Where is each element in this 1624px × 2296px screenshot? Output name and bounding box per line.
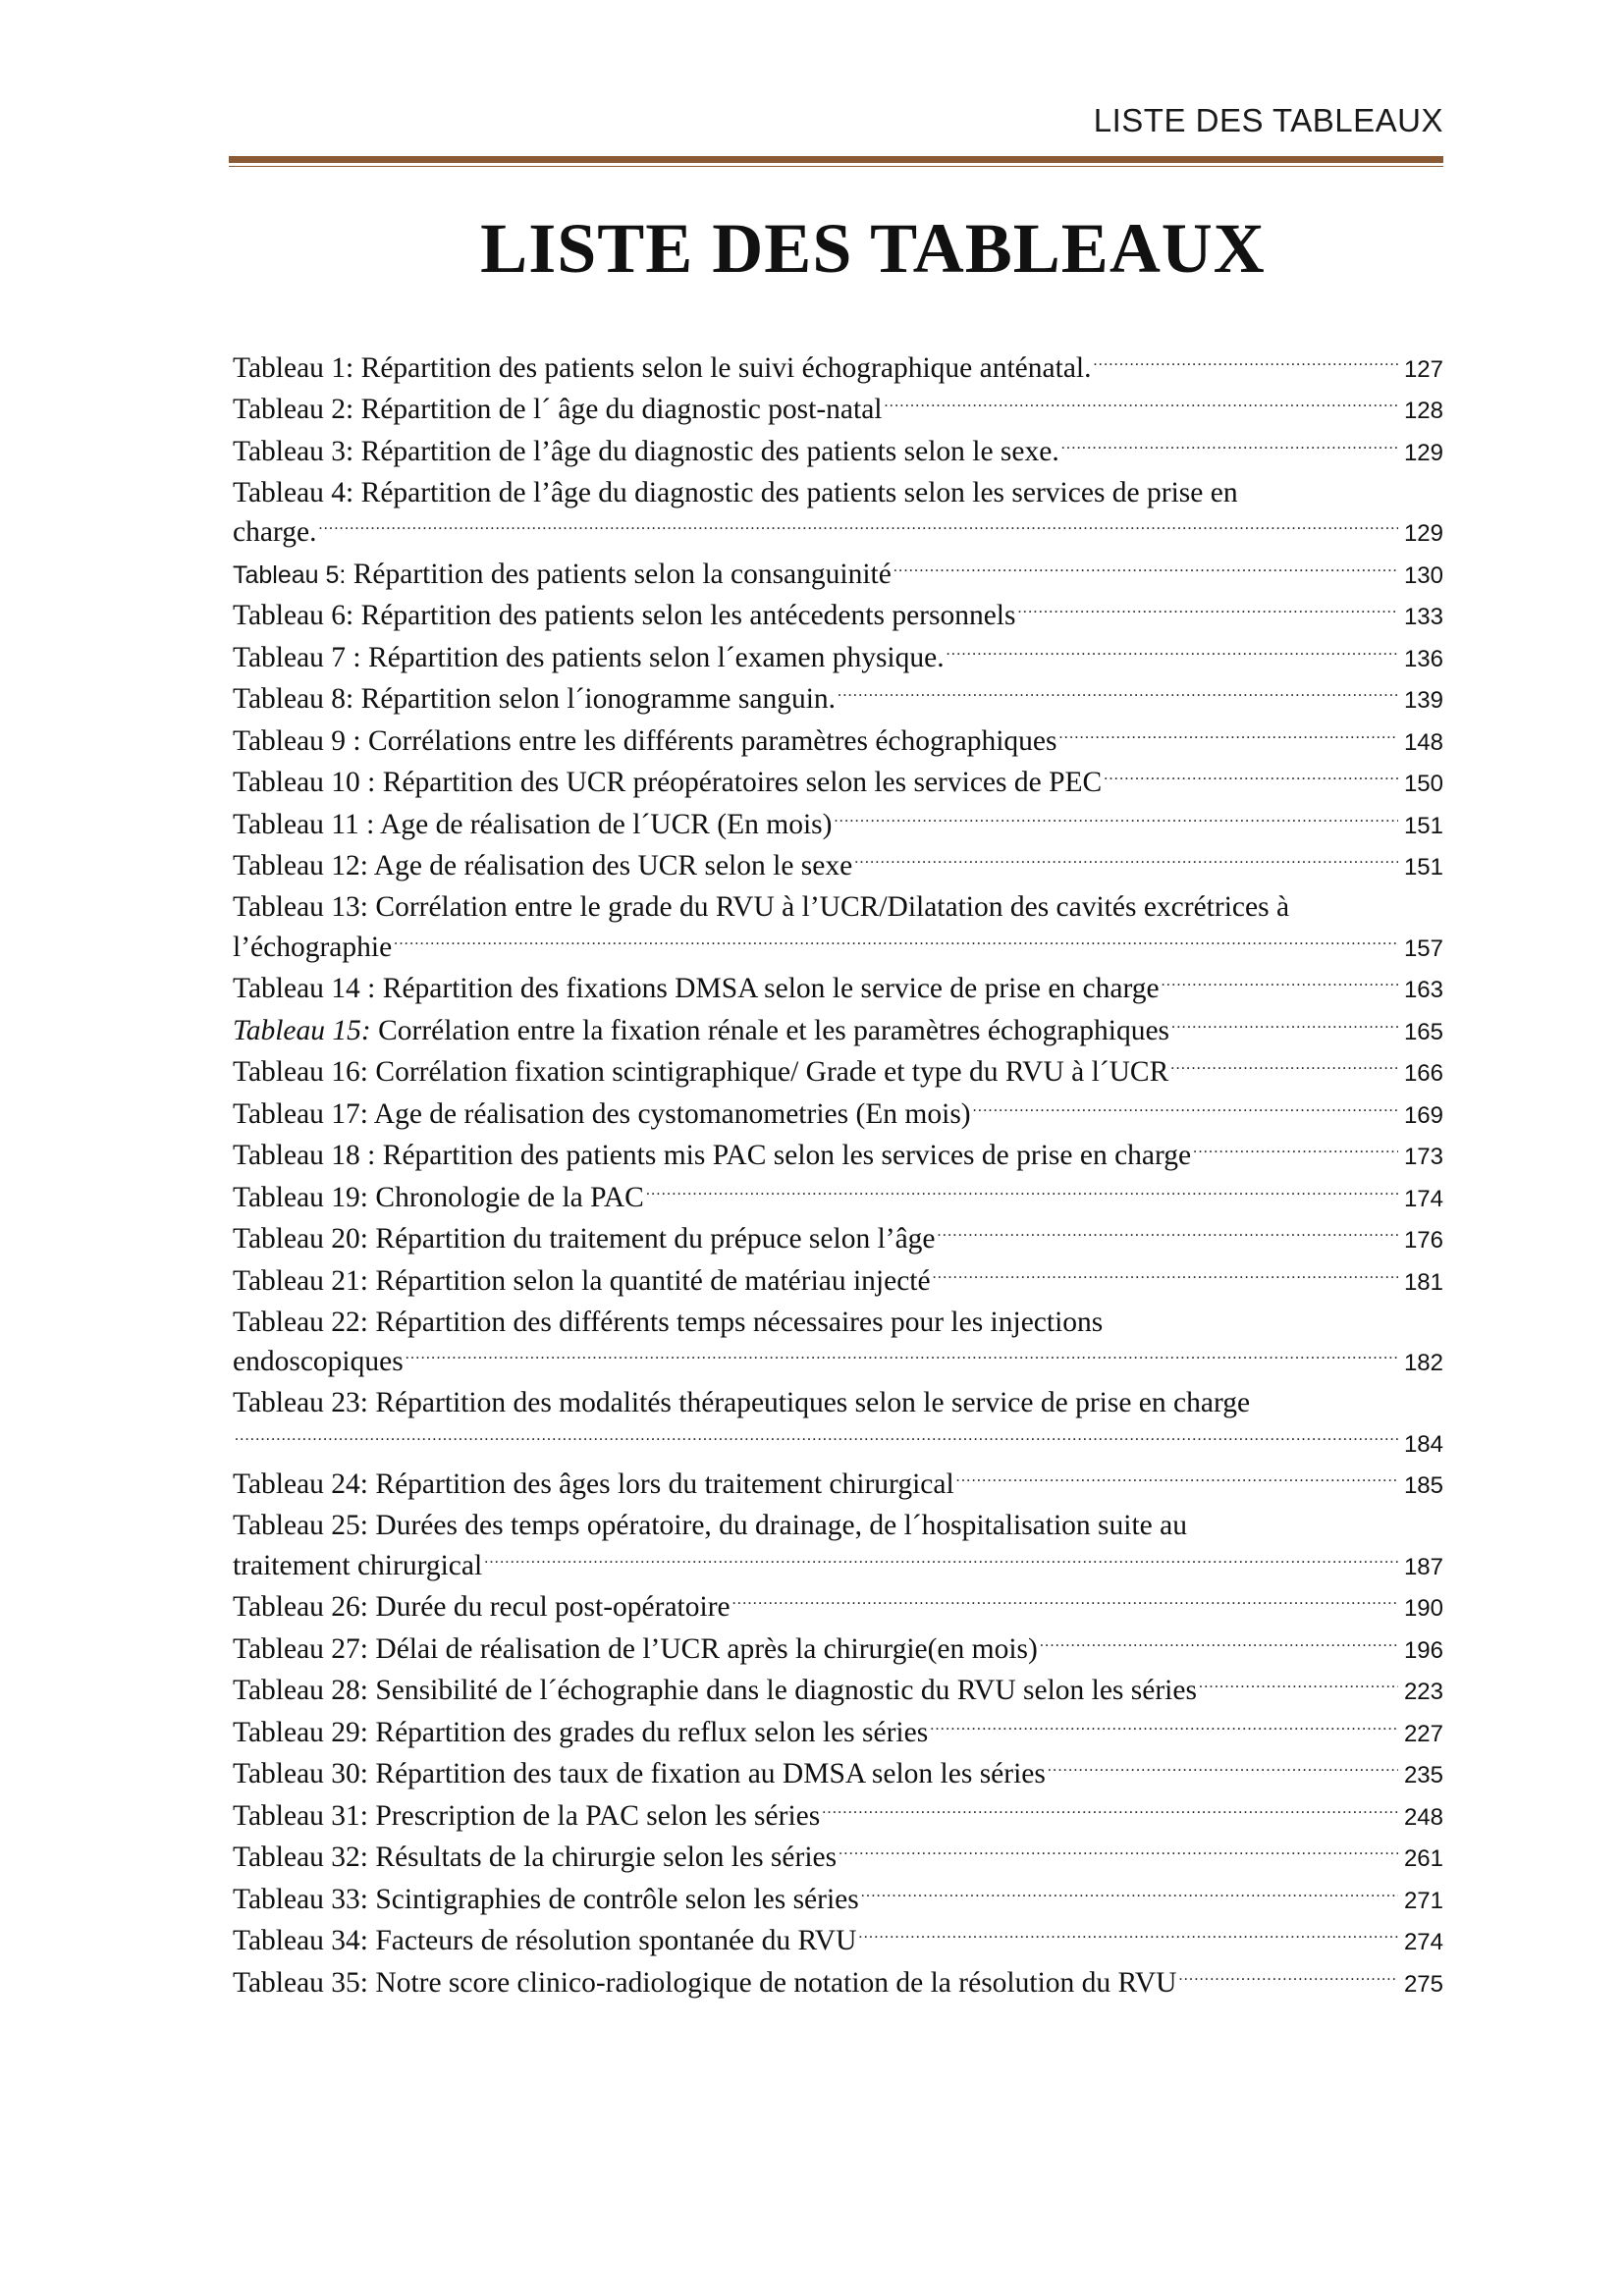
toc-entry[interactable]: [233, 1838, 1443, 1880]
toc-entry-label: Tableau 33:: [233, 1883, 369, 1915]
toc-entry-label: Tableau 7 :: [233, 641, 361, 673]
toc-entry-page-number: 248: [1403, 1803, 1443, 1831]
toc-entry-label: Tableau 21:: [233, 1264, 369, 1297]
toc-entry-page-number: 151: [1403, 812, 1443, 839]
toc-entry-label: Tableau 35:: [233, 1966, 369, 1999]
toc-entry-page-number: 176: [1403, 1227, 1443, 1254]
toc-entry[interactable]: [233, 1962, 1443, 2004]
toc-entry-title: Sensibilité de l´échographie dans le diagnostic du RVU selon les séries: [368, 1675, 1197, 1706]
toc-entry[interactable]: [233, 431, 1443, 473]
dot-leader: [1193, 1136, 1398, 1165]
toc-entry-label: Tableau 22:: [233, 1306, 369, 1338]
dot-leader: [406, 1342, 1398, 1371]
toc-entry-page-number: 136: [1403, 645, 1443, 672]
dot-leader: [938, 1219, 1398, 1249]
toc-entry[interactable]: [233, 887, 1443, 969]
toc-entry-label: Tableau 24:: [233, 1468, 369, 1500]
toc-entry-page-number: 165: [1403, 1018, 1443, 1045]
toc-entry[interactable]: [233, 596, 1443, 638]
dot-leader: [1061, 431, 1398, 460]
toc-entry-label: Tableau 17:: [233, 1097, 369, 1130]
dot-leader: [1104, 763, 1398, 792]
dot-leader: [1162, 969, 1398, 998]
toc-entry-title: Durée du recul post-opératoire: [368, 1591, 731, 1623]
toc-entry-title: Chronologie de la PAC: [368, 1181, 644, 1213]
toc-entry-page-number: 271: [1403, 1887, 1443, 1914]
toc-entry-page-number: 130: [1403, 561, 1443, 589]
toc-entry[interactable]: [233, 1879, 1443, 1921]
dot-leader: [933, 1260, 1398, 1290]
toc-entry-title: Répartition des grades du reflux selon les séries: [368, 1716, 929, 1748]
toc-entry-page-number: 182: [1403, 1350, 1443, 1376]
dot-leader: [318, 512, 1398, 542]
toc-entry-title: Répartition de l’âge du diagnostic des patients selon les services de prise en: [353, 476, 1238, 508]
toc-entry-title: Répartition des différents temps nécessaires pour les injections: [368, 1306, 1104, 1338]
toc-entry-label: Tableau 1:: [233, 351, 354, 384]
toc-entry[interactable]: [233, 347, 1443, 390]
dot-leader: [822, 1795, 1398, 1825]
toc-entry[interactable]: [233, 1671, 1443, 1713]
toc-entry-label: Tableau 19:: [233, 1181, 369, 1213]
toc-entry[interactable]: [233, 1921, 1443, 1963]
toc-entry-title: Corrélation entre le grade du RVU à l’UCR/Dilatation des cavités excrétrices à: [368, 891, 1290, 923]
toc-entry-title: Répartition des taux de fixation au DMSA selon les séries: [368, 1758, 1046, 1789]
toc-entry-page-number: 223: [1403, 1679, 1443, 1705]
toc-entry-title: Répartition selon la quantité de matériau injecté: [368, 1264, 931, 1297]
toc-entry-label: Tableau 9 :: [233, 724, 361, 757]
toc-entry-page-number: 139: [1403, 687, 1443, 714]
toc-entry-title: endoscopiques: [233, 1346, 404, 1377]
toc-entry-title: Corrélation entre la fixation rénale et les paramètres échographiques: [370, 1014, 1170, 1046]
dot-leader: [1178, 1962, 1398, 1992]
toc-entry-title: Répartition des UCR préopératoires selon les services de PEC: [375, 767, 1103, 798]
toc-entry-page-number: 235: [1403, 1762, 1443, 1789]
toc-entry-label: Tableau 12:: [233, 850, 369, 881]
header-rule-thin: [229, 166, 1443, 167]
toc-entry-page-number: 133: [1403, 604, 1443, 630]
toc-entry-title: Facteurs de résolution spontanée du RVU: [368, 1925, 857, 1956]
toc-entry[interactable]: [233, 1712, 1443, 1754]
page-title: LISTE DES TABLEAUX: [480, 209, 1266, 288]
toc-entry-page-number: 187: [1403, 1553, 1443, 1580]
toc-entry-label: Tableau 3:: [233, 435, 354, 467]
toc-entry[interactable]: [233, 473, 1443, 555]
toc-entry-label: Tableau 10 :: [233, 767, 376, 798]
toc-entry[interactable]: [233, 1795, 1443, 1838]
toc-entry-label: Tableau 8:: [233, 683, 354, 715]
running-header: LISTE DES TABLEAUX: [1093, 102, 1443, 138]
toc-entry-page-number: 185: [1403, 1472, 1443, 1499]
toc-entry-label: Tableau 6:: [233, 600, 354, 631]
toc-entry-label: Tableau 14 :: [233, 973, 376, 1004]
toc-entry-label: Tableau 5:: [233, 561, 347, 589]
toc-entry-label: Tableau 34:: [233, 1925, 369, 1956]
toc-entry-label: Tableau 4:: [233, 476, 354, 508]
toc-entry-page-number: 190: [1403, 1595, 1443, 1622]
toc-entry-label: Tableau 18 :: [233, 1140, 376, 1171]
toc-entry-page-number: 129: [1403, 439, 1443, 466]
toc-entry-label: Tableau 15:: [233, 1014, 371, 1046]
toc-entry-label: Tableau 2:: [233, 394, 354, 425]
toc-entry-title: Répartition des patients mis PAC selon les services de prise en charge: [375, 1140, 1192, 1171]
toc-entry-title: Age de réalisation des cystomanometries (En mois): [368, 1097, 971, 1130]
dot-leader: [646, 1177, 1398, 1206]
toc-entry[interactable]: [233, 679, 1443, 721]
dot-leader: [838, 679, 1398, 709]
toc-entry-label: Tableau 25:: [233, 1510, 369, 1541]
toc-entry[interactable]: [233, 1303, 1443, 1384]
dot-leader: [1040, 1629, 1398, 1658]
toc-entry[interactable]: [233, 1177, 1443, 1219]
dot-leader: [394, 927, 1398, 956]
dot-leader: [235, 1422, 1398, 1452]
dot-leader: [834, 804, 1397, 833]
toc-entry-title: Corrélations entre les différents paramètres échographiques: [360, 724, 1057, 757]
dot-leader: [484, 1545, 1398, 1575]
toc-entry-title: Répartition de l´ âge du diagnostic post-natal: [353, 394, 883, 425]
toc-entry-title: Résultats de la chirurgie selon les séries: [368, 1842, 838, 1873]
toc-entry-title: Corrélation fixation scintigraphique/ Grade et type du RVU à l´UCR: [368, 1056, 1169, 1088]
toc-entry-title: traitement chirurgical: [233, 1549, 483, 1581]
toc-entry[interactable]: [233, 1260, 1443, 1303]
dot-leader: [1058, 721, 1397, 750]
toc-entry-page-number: 227: [1403, 1720, 1443, 1747]
dot-leader: [732, 1587, 1398, 1617]
toc-entry[interactable]: [233, 554, 1443, 596]
toc-entry-label: Tableau 11 :: [233, 808, 375, 840]
dot-leader: [1018, 596, 1398, 625]
toc-entry-page-number: 261: [1403, 1845, 1443, 1872]
toc-entry-title: Répartition des fixations DMSA selon le service de prise en charge: [375, 973, 1160, 1004]
toc-entry[interactable]: [233, 390, 1443, 432]
toc-entry-title: Répartition des patients selon le suivi échographique anténatal.: [353, 351, 1092, 384]
toc-entry[interactable]: [233, 1052, 1443, 1095]
toc-entry[interactable]: [233, 1136, 1443, 1178]
table-of-contents: [233, 347, 1443, 2004]
toc-entry-page-number: 166: [1403, 1060, 1443, 1087]
toc-entry-label: Tableau 13:: [233, 891, 369, 923]
dot-leader: [973, 1094, 1398, 1123]
toc-entry[interactable]: [233, 846, 1443, 888]
toc-entry[interactable]: [233, 1094, 1443, 1136]
toc-entry-page-number: 169: [1403, 1101, 1443, 1129]
toc-entry-title: Répartition des patients selon la consanguinité: [346, 558, 892, 590]
toc-entry-title: Répartition des modalités thérapeutiques selon le service de prise en charge: [368, 1387, 1251, 1418]
toc-entry[interactable]: [233, 804, 1443, 846]
toc-entry-page-number: 127: [1403, 355, 1443, 383]
toc-entry-title: Répartition des patients selon les antécedents personnels: [353, 600, 1016, 631]
toc-entry-page-number: 174: [1403, 1185, 1443, 1212]
toc-entry[interactable]: [233, 969, 1443, 1011]
toc-entry-page-number: 184: [1403, 1430, 1443, 1458]
toc-entry-page-number: 181: [1403, 1268, 1443, 1296]
toc-entry-page-number: 150: [1403, 771, 1443, 797]
toc-entry[interactable]: [233, 1010, 1443, 1052]
toc-entry-title: Répartition de l’âge du diagnostic des patients selon le sexe.: [353, 435, 1059, 467]
dot-leader: [1048, 1754, 1398, 1784]
dot-leader: [893, 554, 1398, 583]
toc-entry[interactable]: [233, 1465, 1443, 1507]
toc-entry-label: Tableau 28:: [233, 1675, 369, 1706]
toc-entry-title: Age de réalisation des UCR selon le sexe: [368, 850, 853, 881]
toc-entry-title: charge.: [233, 516, 317, 548]
toc-entry-label: Tableau 29:: [233, 1716, 369, 1748]
toc-entry-label: Tableau 16:: [233, 1056, 369, 1088]
dot-leader: [930, 1712, 1398, 1741]
dot-leader: [854, 846, 1398, 876]
toc-entry[interactable]: [233, 763, 1443, 805]
header-rule: [229, 156, 1443, 163]
toc-entry[interactable]: [233, 1506, 1443, 1587]
toc-entry[interactable]: [233, 721, 1443, 763]
toc-entry-label: Tableau 30:: [233, 1758, 369, 1789]
toc-entry[interactable]: [233, 1629, 1443, 1671]
dot-leader: [1199, 1671, 1398, 1700]
toc-entry-label: Tableau 23:: [233, 1387, 369, 1418]
toc-entry-title: Prescription de la PAC selon les séries: [368, 1799, 821, 1832]
dot-leader: [1170, 1052, 1398, 1082]
dot-leader: [858, 1921, 1398, 1950]
toc-entry-title: Répartition selon l´ionogramme sanguin.: [353, 683, 837, 715]
toc-entry[interactable]: [233, 1219, 1443, 1261]
toc-entry[interactable]: [233, 637, 1443, 679]
toc-entry-page-number: 148: [1403, 728, 1443, 756]
toc-entry-page-number: 274: [1403, 1929, 1443, 1955]
dot-leader: [839, 1838, 1398, 1867]
dot-leader: [1171, 1010, 1398, 1040]
toc-entry-title: Scintigraphies de contrôle selon les séries: [368, 1883, 859, 1915]
toc-entry[interactable]: [233, 1587, 1443, 1629]
toc-entry[interactable]: [233, 1754, 1443, 1796]
toc-entry-label: Tableau 26:: [233, 1591, 369, 1623]
toc-entry-title: Age de réalisation de l´UCR (En mois): [374, 808, 833, 840]
toc-entry-label: Tableau 31:: [233, 1799, 369, 1832]
dot-leader: [947, 637, 1398, 667]
toc-entry-label: Tableau 27:: [233, 1632, 369, 1665]
toc-entry-page-number: 129: [1403, 520, 1443, 547]
dot-leader: [861, 1879, 1398, 1908]
toc-entry-title: Notre score clinico-radiologique de notation de la résolution du RVU: [368, 1966, 1177, 1999]
toc-entry-page-number: 275: [1403, 1970, 1443, 1998]
toc-entry-page-number: 163: [1403, 977, 1443, 1003]
toc-entry-title: Délai de réalisation de l’UCR après la chirurgie(en mois): [368, 1632, 1038, 1665]
dot-leader: [956, 1465, 1398, 1494]
toc-entry-title: Répartition des patients selon l´examen physique.: [360, 641, 945, 673]
toc-entry-page-number: 151: [1403, 854, 1443, 881]
dot-leader: [885, 390, 1398, 419]
toc-entry-page-number: 173: [1403, 1144, 1443, 1170]
toc-entry-page-number: 196: [1403, 1636, 1443, 1664]
toc-entry[interactable]: [233, 1383, 1443, 1465]
toc-entry-title: Répartition du traitement du prépuce selon l’âge: [368, 1223, 936, 1255]
toc-entry-label: Tableau 32:: [233, 1842, 369, 1873]
toc-entry-title: Répartition des âges lors du traitement chirurgical: [368, 1468, 954, 1500]
dot-leader: [1093, 347, 1397, 377]
toc-entry-title: l’échographie: [233, 931, 393, 963]
toc-entry-page-number: 157: [1403, 934, 1443, 962]
toc-entry-title: Durées des temps opératoire, du drainage, de l´hospitalisation suite au: [368, 1510, 1187, 1541]
toc-entry-label: Tableau 20:: [233, 1223, 369, 1255]
toc-entry-page-number: 128: [1403, 398, 1443, 424]
